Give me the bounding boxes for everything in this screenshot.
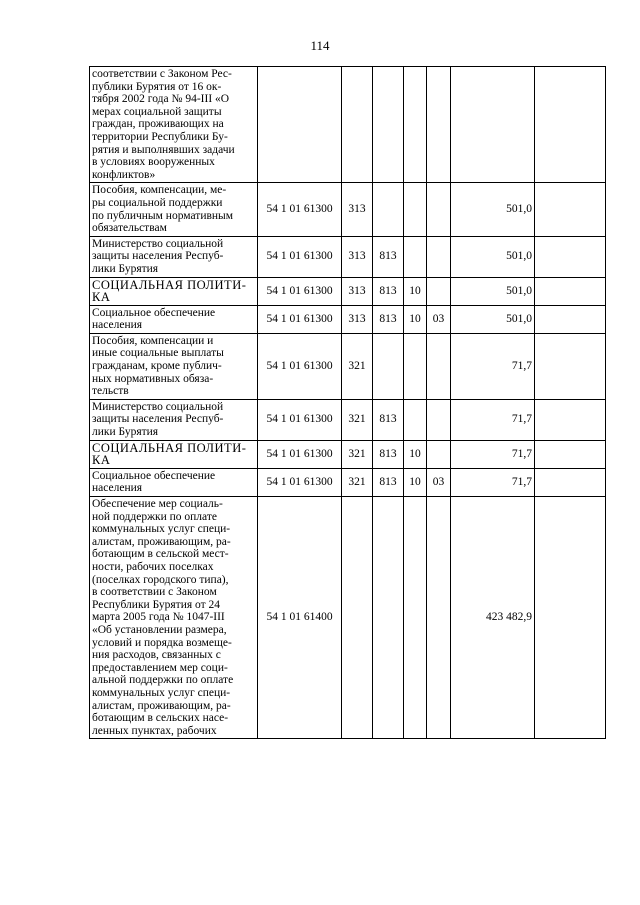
extra-cell xyxy=(535,497,606,739)
subsection-cell xyxy=(427,183,451,236)
target-article-cell: 54 1 01 61300 xyxy=(258,440,342,468)
extra-cell xyxy=(535,399,606,440)
table-row xyxy=(90,305,606,333)
expense-type-cell xyxy=(342,67,373,183)
ministry-code-cell xyxy=(373,67,404,183)
extra-cell xyxy=(535,305,606,333)
row-name-cell: Пособия, компенсации и иные социальные выплаты гражданам, кроме публич- ных нормативных обяза- тельств xyxy=(90,333,258,399)
section-cell: 10 xyxy=(404,440,427,468)
section-cell xyxy=(404,333,427,399)
table-body xyxy=(90,67,606,739)
subsection-cell xyxy=(427,440,451,468)
extra-cell xyxy=(535,67,606,183)
expense-type-cell: 321 xyxy=(342,468,373,496)
expense-type-cell: 313 xyxy=(342,236,373,277)
table-row xyxy=(90,497,606,739)
expense-type-cell: 313 xyxy=(342,305,373,333)
subsection-cell: 03 xyxy=(427,305,451,333)
subsection-cell xyxy=(427,67,451,183)
section-cell xyxy=(404,183,427,236)
ministry-code-cell: 813 xyxy=(373,468,404,496)
section-cell xyxy=(404,497,427,739)
expense-type-cell: 321 xyxy=(342,440,373,468)
row-name-cell: Обеспечение мер социаль- ной поддержки по оплате коммунальных услуг специ- алистам, проживающим, ра- ботающим в сельской мест- ности, рабочих поселках (поселках городского типа), в соответствии с Законом Республики Бурятия от 24 марта 2005 года № 1047-III «Об установлении размера, условий и порядка возмеще- ния расходов, связанных с предоставлением мер соци- альной поддержки по оплате коммунальных услуг специ- алистам, проживающим, ра- ботающим в сельских насе- ленных пунктах, рабочих xyxy=(90,497,258,739)
target-article-cell: 54 1 01 61300 xyxy=(258,236,342,277)
expense-type-cell: 313 xyxy=(342,277,373,305)
table-row xyxy=(90,183,606,236)
row-name-cell: Пособия, компенсации, ме- ры социальной поддержки по публичным нормативным обязательствам xyxy=(90,183,258,236)
table-row xyxy=(90,440,606,468)
expense-type-cell: 321 xyxy=(342,399,373,440)
ministry-code-cell: 813 xyxy=(373,305,404,333)
section-cell xyxy=(404,399,427,440)
budget-table xyxy=(89,66,606,739)
section-cell xyxy=(404,67,427,183)
ministry-code-cell: 813 xyxy=(373,277,404,305)
target-article-cell: 54 1 01 61300 xyxy=(258,468,342,496)
target-article-cell: 54 1 01 61300 xyxy=(258,183,342,236)
target-article-cell: 54 1 01 61400 xyxy=(258,497,342,739)
ministry-code-cell xyxy=(373,183,404,236)
amount-cell: 71,7 xyxy=(451,440,535,468)
target-article-cell: 54 1 01 61300 xyxy=(258,305,342,333)
table-row xyxy=(90,333,606,399)
ministry-code-cell: 813 xyxy=(373,236,404,277)
target-article-cell: 54 1 01 61300 xyxy=(258,277,342,305)
subsection-cell xyxy=(427,399,451,440)
table-row xyxy=(90,399,606,440)
subsection-cell xyxy=(427,497,451,739)
amount-cell: 71,7 xyxy=(451,399,535,440)
row-name-cell: СОЦИАЛЬНАЯ ПОЛИТИ- КА xyxy=(90,440,258,468)
extra-cell xyxy=(535,236,606,277)
table-row xyxy=(90,67,606,183)
table-row xyxy=(90,277,606,305)
row-name-cell: Министерство социальной защиты населения Респуб- лики Бурятия xyxy=(90,399,258,440)
subsection-cell xyxy=(427,333,451,399)
amount-cell: 71,7 xyxy=(451,468,535,496)
ministry-code-cell xyxy=(373,497,404,739)
row-name-cell: СОЦИАЛЬНАЯ ПОЛИТИ- КА xyxy=(90,277,258,305)
target-article-cell: 54 1 01 61300 xyxy=(258,399,342,440)
extra-cell xyxy=(535,183,606,236)
amount-cell xyxy=(451,67,535,183)
amount-cell: 501,0 xyxy=(451,277,535,305)
ministry-code-cell xyxy=(373,333,404,399)
ministry-code-cell: 813 xyxy=(373,399,404,440)
ministry-code-cell: 813 xyxy=(373,440,404,468)
amount-cell: 71,7 xyxy=(451,333,535,399)
section-cell xyxy=(404,236,427,277)
target-article-cell xyxy=(258,67,342,183)
amount-cell: 423 482,9 xyxy=(451,497,535,739)
row-name-cell: соответствии с Законом Рес- публики Бурятия от 16 ок- тября 2002 года № 94-III «О мерах социальной защиты граждан, проживающих на территории Республики Бу- рятия и выполнявших задачи в условиях вооруженных конфликтов» xyxy=(90,67,258,183)
target-article-cell: 54 1 01 61300 xyxy=(258,333,342,399)
extra-cell xyxy=(535,440,606,468)
expense-type-cell xyxy=(342,497,373,739)
amount-cell: 501,0 xyxy=(451,236,535,277)
extra-cell xyxy=(535,333,606,399)
section-cell: 10 xyxy=(404,277,427,305)
section-cell: 10 xyxy=(404,468,427,496)
extra-cell xyxy=(535,468,606,496)
row-name-cell: Социальное обеспечение населения xyxy=(90,468,258,496)
expense-type-cell: 321 xyxy=(342,333,373,399)
section-cell: 10 xyxy=(404,305,427,333)
extra-cell xyxy=(535,277,606,305)
row-name-cell: Министерство социальной защиты населения Респуб- лики Бурятия xyxy=(90,236,258,277)
amount-cell: 501,0 xyxy=(451,305,535,333)
subsection-cell: 03 xyxy=(427,468,451,496)
row-name-cell: Социальное обеспечение населения xyxy=(90,305,258,333)
expense-type-cell: 313 xyxy=(342,183,373,236)
table-row xyxy=(90,236,606,277)
page-number: 114 xyxy=(310,38,330,53)
amount-cell: 501,0 xyxy=(451,183,535,236)
subsection-cell xyxy=(427,236,451,277)
table-row xyxy=(90,468,606,496)
subsection-cell xyxy=(427,277,451,305)
